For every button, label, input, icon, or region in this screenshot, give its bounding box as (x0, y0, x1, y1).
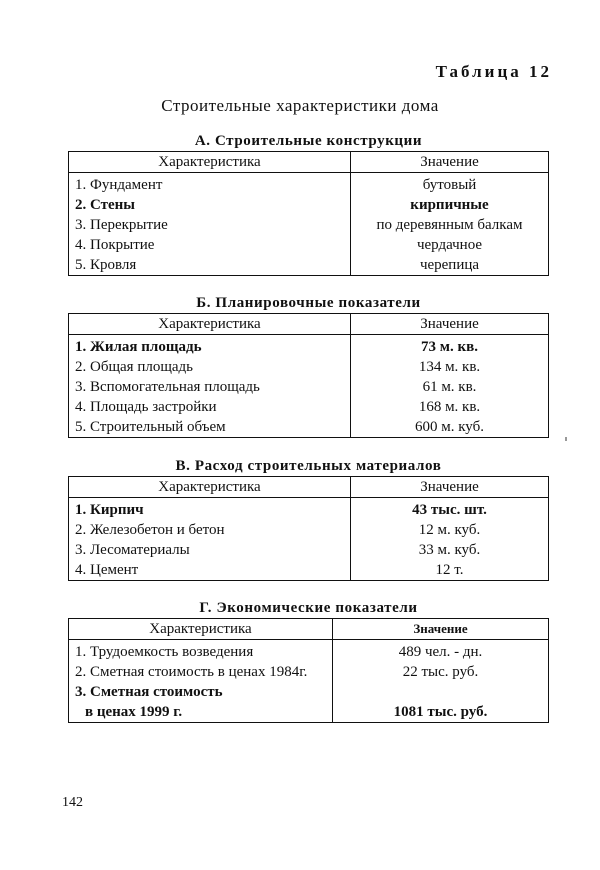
table-row (69, 195, 549, 215)
column-header-characteristic: Характеристика (69, 314, 351, 335)
row-value: 61 м. кв. (351, 377, 549, 397)
section-planning (68, 293, 549, 438)
section-title: А. Строительные конструкции (194, 133, 423, 149)
column-header-value: Значение (351, 477, 549, 498)
row-value: по деревянным балкам (351, 215, 549, 235)
table-header-row (69, 152, 549, 173)
row-characteristic: 4. Площадь застройки (75, 399, 217, 415)
row-value: бутовый (351, 173, 549, 196)
row-characteristic: в ценах 1999 г. (85, 704, 183, 720)
page-number: 142 (62, 795, 83, 810)
row-value: 168 м. кв. (351, 397, 549, 417)
row-characteristic: 5. Кровля (75, 257, 137, 273)
row-value: кирпичные (351, 195, 549, 215)
table-header-row (69, 619, 549, 640)
table-row (69, 397, 549, 417)
materials-table (68, 476, 549, 581)
row-value: 73 м. кв. (351, 335, 549, 358)
section-title: Г. Экономические показатели (199, 600, 418, 616)
table-row (69, 335, 549, 358)
table-row (69, 520, 549, 540)
row-characteristic: 5. Строительный объем (75, 419, 226, 435)
table-row (69, 377, 549, 397)
row-value: 134 м. кв. (351, 357, 549, 377)
section-materials (68, 456, 549, 581)
column-header-value: Значение (351, 152, 549, 173)
table-row (69, 255, 549, 276)
scan-mark (565, 437, 567, 441)
row-characteristic: 1. Фундамент (75, 177, 163, 193)
section-structures (68, 131, 549, 276)
row-value: 600 м. куб. (351, 417, 549, 438)
table-row (69, 417, 549, 438)
row-value: 22 тыс. руб. (333, 662, 549, 682)
row-characteristic: 2. Сметная стоимость в ценах 1984г. (75, 664, 308, 680)
structures-table (68, 151, 549, 276)
table-header-row (69, 314, 549, 335)
row-characteristic: 3. Перекрытие (75, 217, 168, 233)
table-row (69, 682, 549, 702)
table-row (69, 640, 549, 663)
table-row (69, 215, 549, 235)
row-characteristic: 4. Цемент (75, 562, 139, 578)
row-value: черепица (351, 255, 549, 276)
economics-table (68, 618, 549, 723)
table-header-row (69, 477, 549, 498)
column-header-characteristic: Характеристика (69, 477, 351, 498)
row-characteristic: 2. Железобетон и бетон (75, 522, 225, 538)
planning-table (68, 313, 549, 438)
table-row (69, 173, 549, 196)
row-value: 33 м. куб. (351, 540, 549, 560)
table-row (69, 540, 549, 560)
row-characteristic: 1. Жилая площадь (75, 339, 202, 355)
row-value (333, 682, 549, 702)
table-row (69, 498, 549, 521)
document-title: Строительные характеристики дома (161, 96, 439, 115)
row-value: 43 тыс. шт. (351, 498, 549, 521)
row-characteristic: 3. Вспомогательная площадь (75, 379, 260, 395)
table-number-label: Таблица 12 (435, 62, 552, 81)
column-header-value: Значение (351, 314, 549, 335)
table-row (69, 662, 549, 682)
row-value: 12 м. куб. (351, 520, 549, 540)
table-row (69, 357, 549, 377)
table-row (69, 235, 549, 255)
row-characteristic: 3. Сметная стоимость (75, 684, 223, 700)
row-value: 12 т. (351, 560, 549, 581)
table-row (69, 560, 549, 581)
row-characteristic: 3. Лесоматериалы (75, 542, 190, 558)
table-row (69, 702, 549, 723)
row-characteristic: 2. Общая площадь (75, 359, 194, 375)
column-header-characteristic: Характеристика (69, 619, 333, 640)
section-title: В. Расход строительных материалов (175, 458, 442, 474)
row-value: чердачное (351, 235, 549, 255)
section-title: Б. Планировочные показатели (196, 295, 421, 311)
column-header-value: Значение (333, 619, 549, 640)
row-characteristic: 1. Трудоемкость возведения (75, 644, 254, 660)
row-value: 489 чел. - дн. (333, 640, 549, 663)
row-characteristic: 1. Кирпич (75, 502, 144, 518)
row-characteristic: 2. Стены (75, 197, 136, 213)
section-economics (68, 598, 549, 723)
row-characteristic: 4. Покрытие (75, 237, 155, 253)
column-header-characteristic: Характеристика (69, 152, 351, 173)
row-value: 1081 тыс. руб. (333, 702, 549, 723)
